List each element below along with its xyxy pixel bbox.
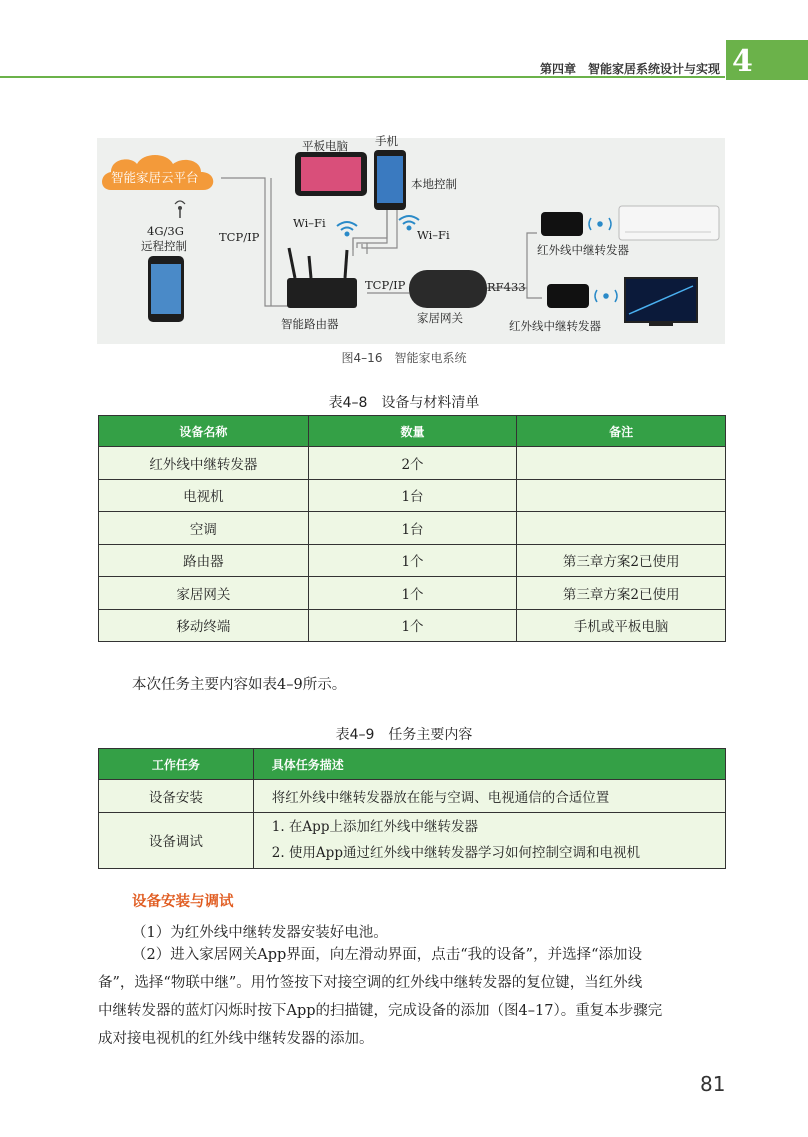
table-cell: 路由器 [99, 544, 309, 577]
gateway-icon [409, 270, 487, 308]
ir-relay-label-1: 红外线中继转发器 [537, 243, 629, 257]
task-table [98, 748, 726, 869]
paragraph-line: （2）进入家居网关App界面，向左滑动界面，点击“我的设备”，并选择“添加设 [132, 947, 642, 963]
table-cell: 移动终端 [99, 609, 309, 642]
router-label: 智能路由器 [281, 317, 339, 331]
local-control-label: 本地控制 [411, 177, 457, 191]
intro-paragraph: 本次任务主要内容如表4–9所示。 [132, 677, 347, 693]
header-cell: 数量 [308, 416, 517, 447]
4g-label: 4G/3G [147, 224, 184, 238]
phone-icon-local [374, 150, 406, 210]
tcpip-label-1: TCP/IP [219, 230, 260, 244]
tcpip-label-2: TCP/IP [365, 278, 406, 292]
signal-icon-2 [595, 290, 617, 302]
table-cell: 红外线中继转发器 [99, 447, 309, 480]
table-row [99, 447, 726, 480]
table-row [99, 544, 726, 577]
tablet-label: 平板电脑 [302, 139, 348, 153]
table-cell: 手机或平板电脑 [517, 609, 726, 642]
antenna-icon [175, 201, 185, 218]
table-cell: 第三章方案2已使用 [517, 544, 726, 577]
page-number: 81 [700, 1072, 726, 1096]
equipment-table [98, 415, 726, 642]
signal-icon-1 [589, 218, 611, 230]
phone-label: 手机 [375, 134, 398, 148]
header-cell: 具体任务描述 [253, 749, 725, 780]
table-cell: 2个 [308, 447, 517, 480]
table2-caption: 表4–9 任务主要内容 [335, 727, 473, 743]
paragraph-2 [98, 941, 728, 1053]
gateway-label: 家居网关 [417, 311, 463, 325]
desc-cell [253, 812, 725, 868]
wifi-label-1: Wi–Fi [293, 216, 326, 230]
smart-appliance-diagram [97, 134, 725, 344]
table-header-row [99, 416, 726, 447]
ir-relay-label-2: 红外线中继转发器 [509, 319, 601, 333]
paragraph-line: 备”，选择“物联中继”。用竹签按下对接空调的红外线中继转发器的复位键，当红外线 [98, 975, 643, 991]
desc-cell: 将红外线中继转发器放在能与空调、电视通信的合适位置 [253, 780, 725, 813]
table-cell: 1个 [308, 544, 517, 577]
table-cell: 电视机 [99, 479, 309, 512]
paragraph-line: 中继转发器的蓝灯闪烁时按下App的扫描键，完成设备的添加（图4–17）。重复本步骤完 [98, 1003, 663, 1019]
table-row [99, 479, 726, 512]
table-header-row [99, 749, 726, 780]
table-row [99, 609, 726, 642]
table-cell: 1个 [308, 609, 517, 642]
desc-line: 1. 在App上添加红外线中继转发器 [271, 819, 478, 835]
tv-icon [625, 278, 697, 326]
paragraph-line: 成对接电视机的红外线中继转发器的添加。 [98, 1031, 374, 1047]
table-row [99, 512, 726, 545]
table-cell: 家居网关 [99, 577, 309, 610]
rf433-label: RF433 [487, 280, 526, 294]
wifi-icon-2 [399, 216, 419, 230]
header-cell: 工作任务 [99, 749, 254, 780]
header-cell: 设备名称 [99, 416, 309, 447]
table-row [99, 780, 726, 813]
table-row [99, 812, 726, 868]
router-icon [287, 248, 357, 308]
table-cell: 1台 [308, 512, 517, 545]
table-cell: 1个 [308, 577, 517, 610]
section-title: 设备安装与调试 [132, 894, 234, 910]
table-cell [517, 479, 726, 512]
task-cell: 设备安装 [99, 780, 254, 813]
chapter-number-tab: 4 [726, 40, 808, 80]
figure-caption: 图4–16 智能家电系统 [341, 351, 467, 365]
header-cell: 备注 [517, 416, 726, 447]
ir-relay-icon-1 [541, 212, 583, 236]
table-row [99, 577, 726, 610]
table-cell: 第三章方案2已使用 [517, 577, 726, 610]
desc-line: 2. 使用App通过红外线中继转发器学习如何控制空调和电视机 [271, 845, 640, 861]
table-cell [517, 447, 726, 480]
remote-control-label: 远程控制 [141, 239, 187, 253]
table-cell: 1台 [308, 479, 517, 512]
air-conditioner-icon [619, 206, 719, 240]
phone-icon-remote [148, 256, 184, 322]
wifi-label-2: Wi–Fi [417, 228, 450, 242]
ir-relay-icon-2 [547, 284, 589, 308]
tablet-icon [295, 152, 367, 196]
chapter-title: 第四章 智能家居系统设计与实现 [539, 62, 720, 76]
table-cell [517, 512, 726, 545]
table1-caption: 表4–8 设备与材料清单 [328, 395, 480, 411]
task-cell: 设备调试 [99, 812, 254, 868]
paragraph-1: （1）为红外线中继转发器安装好电池。 [132, 925, 388, 941]
wifi-icon-1 [337, 222, 357, 236]
table-cell: 空调 [99, 512, 309, 545]
cloud-platform-label: 智能家居云平台 [111, 170, 199, 185]
